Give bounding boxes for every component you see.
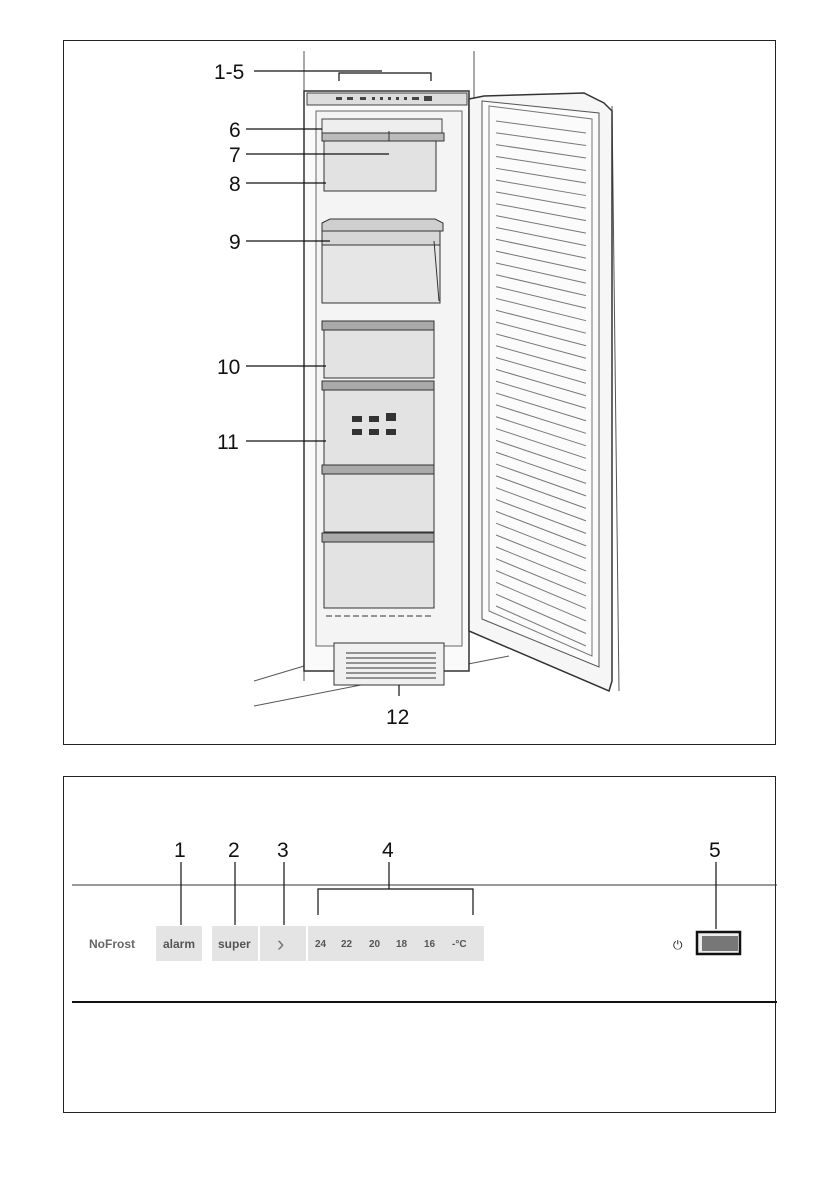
super-button-label: super	[218, 937, 251, 951]
ventilation-grille	[334, 643, 444, 685]
top-drawer	[324, 141, 436, 191]
drawer-2	[322, 245, 440, 303]
temperature-20: 20	[369, 939, 381, 950]
super-button[interactable]	[212, 926, 258, 961]
callout-9: 9	[229, 231, 241, 254]
temperature-22: 22	[341, 939, 353, 950]
callout-1: 1	[174, 839, 186, 862]
appliance-drawing	[64, 41, 777, 746]
freezer-flap	[322, 119, 442, 133]
nofrost-logo: NoFrost	[89, 937, 135, 951]
alarm-button[interactable]	[156, 926, 202, 961]
callout-4: 4	[382, 839, 394, 862]
arrow-icon: ›	[277, 931, 285, 956]
ice-tray-shelf	[322, 231, 440, 245]
callout-12: 12	[386, 706, 410, 729]
power-switch[interactable]	[697, 932, 740, 954]
callout-6: 6	[229, 119, 241, 142]
callout-2: 2	[228, 839, 240, 862]
temperature-select-button[interactable]	[260, 926, 306, 961]
temperature-display	[308, 926, 484, 961]
control-strip	[307, 93, 467, 105]
callout-7: 7	[229, 144, 241, 167]
control-panel-drawing	[64, 777, 777, 1114]
callout-8: 8	[229, 173, 241, 196]
callout-11: 11	[217, 431, 239, 454]
temperature-18: 18	[396, 939, 408, 950]
temperature-24: 24	[315, 939, 327, 950]
control-panel-figure	[63, 776, 776, 1113]
power-icon: ⏻	[673, 938, 683, 952]
temperature-unit: -°C	[452, 939, 467, 950]
callout-1-5: 1-5	[214, 61, 245, 84]
callout-3: 3	[277, 839, 289, 862]
freezer-drawers	[322, 321, 434, 616]
temperature-16: 16	[424, 939, 436, 950]
callout-10: 10	[217, 356, 241, 379]
appliance-overview-figure	[63, 40, 776, 745]
callout-5: 5	[709, 839, 721, 862]
alarm-button-label: alarm	[163, 937, 196, 951]
